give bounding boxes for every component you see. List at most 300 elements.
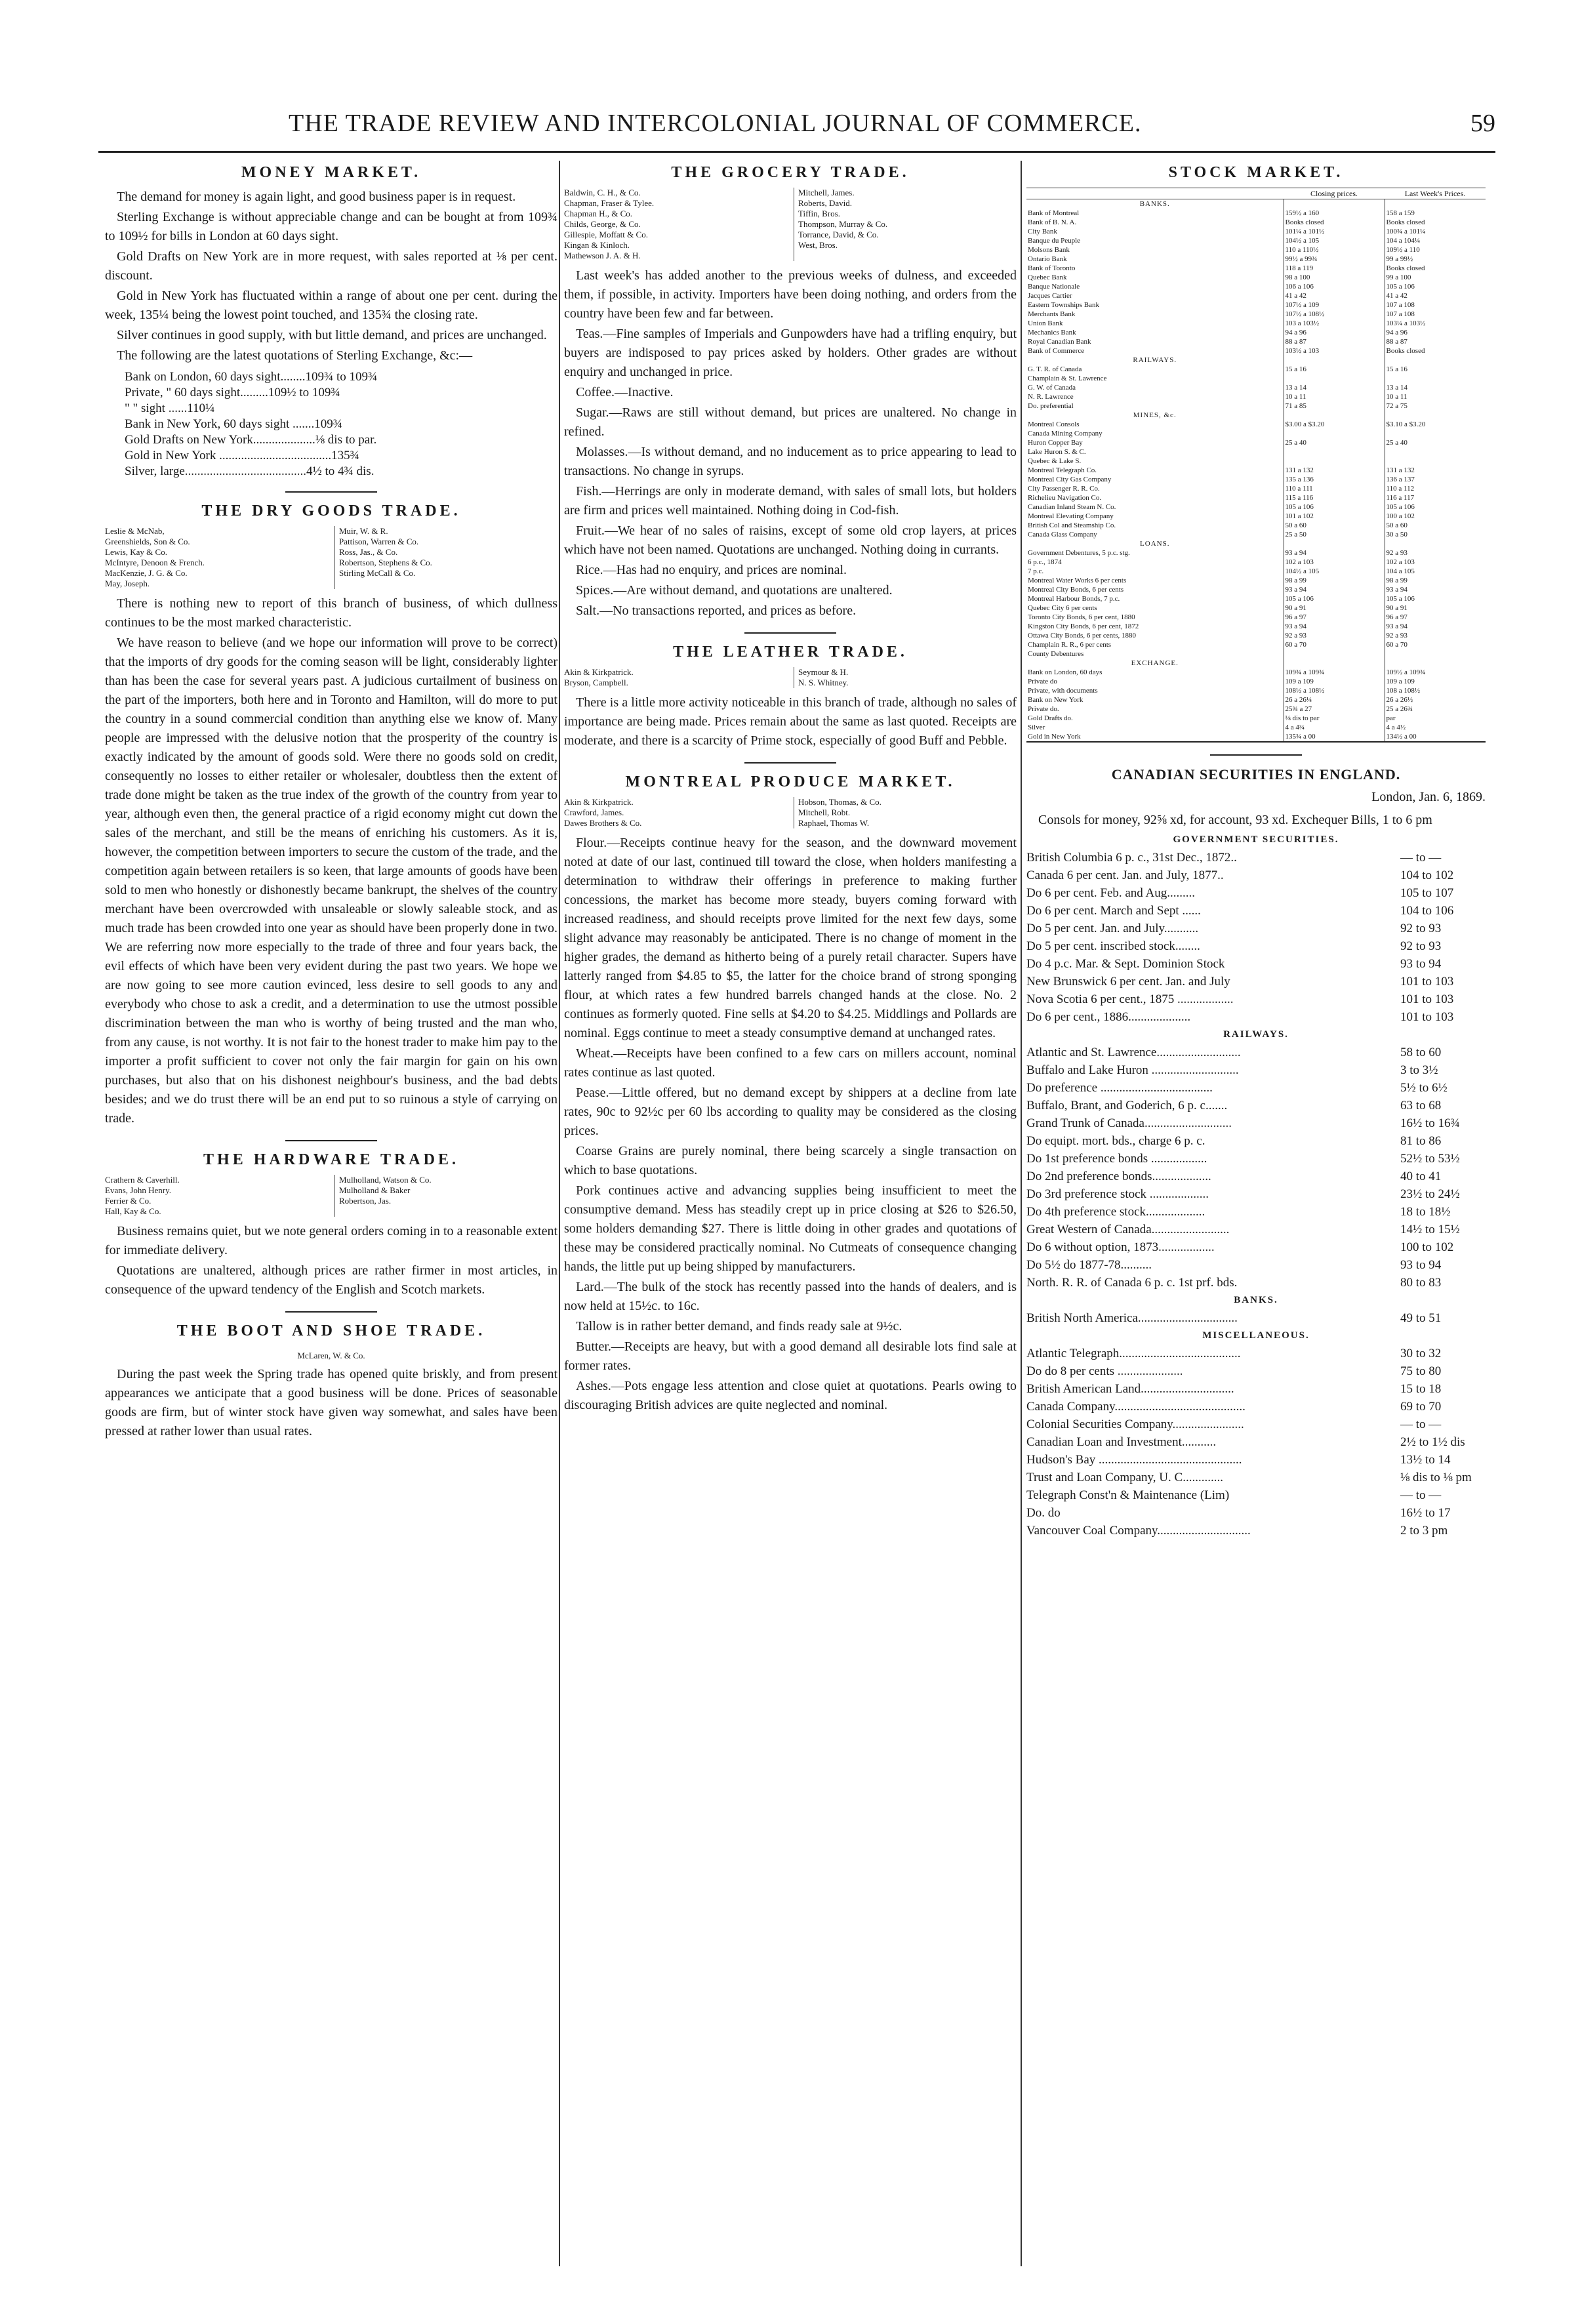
security-price: 93 to 94: [1400, 957, 1442, 971]
stock-row: [1026, 732, 1486, 741]
security-name: Do 5 per cent. inscribed stock........: [1026, 939, 1200, 953]
securities-table: [1026, 831, 1486, 1539]
firm-name: Thompson, Murray & Co.: [798, 219, 888, 229]
stock-row: [1026, 714, 1486, 723]
stock-name: Montreal Elevating Company: [1028, 512, 1114, 520]
security-name: Great Western of Canada.........................: [1026, 1223, 1230, 1236]
stock-closing-price: $3.00 a $3.20: [1284, 420, 1385, 429]
stock-group-heading: [1026, 199, 1486, 209]
stock-last-price: 60 a 70: [1385, 640, 1486, 649]
page-number: 59: [1470, 110, 1495, 137]
grocery-title: THE GROCERY TRADE.: [671, 164, 910, 181]
security-name: Hudson's Bay ..............................................: [1026, 1453, 1242, 1467]
security-name: Do equipt. mort. bds., charge 6 p. c.: [1026, 1134, 1205, 1148]
firm-name: Childs, George, & Co.: [564, 219, 641, 229]
stock-last-price: $3.10 a $3.20: [1385, 420, 1486, 429]
security-price: 49 to 51: [1400, 1311, 1442, 1325]
produce-p3: Pease.—Little offered, but no demand except by shippers at a decline from late rates, 90c to 92½c per 60 lbs according to quality may be considered as the closing prices.: [564, 1086, 1017, 1138]
stock-last-price: Books closed: [1385, 264, 1486, 273]
stock-last-price: 104 a 105: [1385, 567, 1486, 576]
dry-goods-title: THE DRY GOODS TRADE.: [201, 502, 461, 520]
stock-closing-price: [1284, 429, 1385, 438]
firm-name: Muir, W. & R.: [339, 526, 388, 536]
stock-name: Bank of Montreal: [1028, 209, 1080, 217]
grocery-p10: Salt.—No transactions reported, and prices as before.: [576, 603, 857, 618]
security-name: Telegraph Const'n & Maintenance (Lim): [1026, 1488, 1230, 1502]
rate-line: Bank in New York, 60 days sight .......109¾: [125, 417, 342, 431]
stock-last-price: 4 a 4½: [1385, 723, 1486, 732]
stock-last-price: 96 a 97: [1385, 613, 1486, 622]
security-name: Do 5½ do 1877-78..........: [1026, 1258, 1152, 1272]
security-price: 81 to 86: [1400, 1134, 1442, 1148]
stock-row: [1026, 209, 1486, 218]
produce-firms: [564, 797, 1017, 828]
stock-closing-price: 105 a 106: [1284, 594, 1385, 603]
stock-name: G. W. of Canada: [1028, 384, 1076, 392]
security-name: Buffalo and Lake Huron ............................: [1026, 1063, 1239, 1077]
stock-closing-price: 104½ a 105: [1284, 567, 1385, 576]
stock-last-price: 10 a 11: [1385, 392, 1486, 401]
securities-row: [1026, 1061, 1486, 1079]
firm-list-left: [105, 1175, 328, 1217]
stock-name: Royal Canadian Bank: [1028, 338, 1091, 346]
stock-last-price: 88 a 87: [1385, 337, 1486, 346]
securities-row: [1026, 990, 1486, 1008]
securities-group-heading: [1026, 1292, 1486, 1309]
stock-row: [1026, 273, 1486, 282]
stock-closing-price: 107½ a 108½: [1284, 310, 1385, 319]
stock-name: G. T. R. of Canada: [1028, 365, 1082, 373]
stock-row: [1026, 337, 1486, 346]
securities-row: [1026, 1416, 1486, 1433]
securities-table-body: [1026, 831, 1486, 1539]
stock-row: [1026, 512, 1486, 521]
stock-row: [1026, 475, 1486, 484]
firm-name: Chapman H., & Co.: [564, 209, 632, 218]
stock-name: Champlain R. R., 6 per cents: [1028, 641, 1112, 649]
stock-last-price: 25 a 40: [1385, 438, 1486, 447]
stock-closing-price: 98 a 99: [1284, 576, 1385, 585]
money-p1: The demand for money is again light, and good business paper is in request.: [117, 190, 516, 204]
security-price: 101 to 103: [1400, 992, 1454, 1006]
security-price: 2 to 3 pm: [1400, 1524, 1448, 1538]
rate-line: Gold Drafts on New York....................⅛ dis to par.: [125, 433, 377, 447]
stock-closing-price: ⅛ dis to par: [1284, 714, 1385, 723]
stock-row: [1026, 576, 1486, 585]
stock-group-spacer: [1385, 199, 1486, 209]
securities-row: [1026, 1274, 1486, 1292]
stock-name: Bank of Toronto: [1028, 264, 1076, 272]
security-price: 104 to 102: [1400, 868, 1454, 882]
stock-last-price: 103¼ a 103½: [1385, 319, 1486, 328]
leather-firms: [564, 667, 1017, 688]
security-name: Do 4 p.c. Mar. & Sept. Dominion Stock: [1026, 957, 1225, 971]
produce-p4: Coarse Grains are purely nominal, there being scarcely a single transaction on which to base quotations.: [564, 1144, 1017, 1177]
grocery-firms: [564, 188, 1017, 261]
securities-row: [1026, 1380, 1486, 1398]
stock-last-price: 99 a 99½: [1385, 255, 1486, 264]
security-name: New Brunswick 6 per cent. Jan. and July: [1026, 975, 1230, 989]
rate-line: Bank on London, 60 days sight........109¾ to 109¾: [125, 370, 378, 384]
security-name: Atlantic and St. Lawrence...........................: [1026, 1046, 1241, 1059]
securities-group-heading: [1026, 831, 1486, 849]
firm-name: Dawes Brothers & Co.: [564, 818, 642, 828]
securities-row: [1026, 1044, 1486, 1061]
stock-name: Mechanics Bank: [1028, 329, 1076, 336]
stock-last-price: 92 a 93: [1385, 631, 1486, 640]
stock-name: County Debentures: [1028, 650, 1084, 658]
securities-row: [1026, 1221, 1486, 1238]
stock-group-heading: [1026, 356, 1486, 365]
stock-group-label: RAILWAYS.: [1133, 356, 1177, 364]
firm-name: Greenshields, Son & Co.: [105, 537, 190, 546]
stock-closing-price: 25 a 50: [1284, 530, 1385, 539]
stock-row: [1026, 291, 1486, 300]
boot-shoe-p1: During the past week the Spring trade has opened quite briskly, and from present appearances we anticipate that a good business will be done. Prices of seasonable goods are firm, but of winter stock have given way somewhat, and sales have been pressed at rather lower than usual rates.: [105, 1367, 557, 1438]
produce-p6: Lard.—The bulk of the stock has recently passed into the hands of dealers, and is now held at 15½c. to 16c.: [564, 1280, 1017, 1313]
stock-closing-price: 102 a 103: [1284, 558, 1385, 567]
securities-row: [1026, 1238, 1486, 1256]
security-name: Do 6 per cent. March and Sept ......: [1026, 904, 1201, 918]
grocery-p1: Last week's has added another to the previous weeks of dulness, and exceeded them, if possible, in activity. Importers have been doing nothing, and orders from the country have been few and far between.: [564, 268, 1017, 321]
stock-table-bottom-rule: [1026, 741, 1486, 743]
stock-name: Jacques Cartier: [1028, 292, 1072, 300]
firm-name: Tiffin, Bros.: [798, 209, 840, 218]
stock-name: Bank of B. N. A.: [1028, 218, 1077, 226]
securities-group-label: BANKS.: [1234, 1295, 1278, 1305]
stock-last-price: 109 a 109: [1385, 677, 1486, 686]
stock-group-spacer: [1284, 356, 1385, 365]
stock-group-spacer: [1284, 411, 1385, 420]
stock-group-spacer: [1284, 539, 1385, 548]
security-name: Do preference ....................................: [1026, 1081, 1213, 1095]
securities-group-heading: [1026, 1327, 1486, 1345]
stock-row: [1026, 640, 1486, 649]
security-price: 40 to 41: [1400, 1170, 1442, 1183]
leather-p1: There is a little more activity noticeable in this branch of trade, although no sales of importance are being made. Prices remain about the same as last quoted. Receipts are moderate, and there is a scarcity of Prime stock, especially of good Buff and Pebble.: [564, 695, 1017, 748]
security-name: Do 6 per cent., 1886....................: [1026, 1010, 1191, 1024]
stock-closing-price: 110 a 111: [1284, 484, 1385, 493]
firm-list-left: [564, 797, 787, 828]
firm-name: McIntyre, Denoon & French.: [105, 558, 205, 567]
stock-name: Eastern Townships Bank: [1028, 301, 1100, 309]
stock-name: City Bank: [1028, 228, 1057, 235]
stock-group-label: MINES, &c.: [1133, 411, 1177, 419]
firm-name: Seymour & H.: [798, 667, 849, 677]
firm-name: Gillespie, Moffatt & Co.: [564, 230, 648, 239]
firm-name: Crathern & Caverhill.: [105, 1175, 180, 1185]
produce-p2: Wheat.—Receipts have been confined to a few cars on millers account, nominal rates continue as last quoted.: [564, 1046, 1017, 1080]
stock-closing-price: 101¼ a 101½: [1284, 227, 1385, 236]
produce-p5: Pork continues active and advancing supplies being insufficient to meet the consumptive demand. Mess has steadily crept up in price closing at $26 to $26.50, some holders demanding $27. There is little doing in other grades and quotations of these may be considered practically nominal. No Cutmeats of consequence changing hands, the little put up being shipped by manufacturers.: [564, 1183, 1017, 1274]
security-price: — to —: [1400, 1488, 1442, 1502]
security-price: 104 to 106: [1400, 904, 1454, 918]
security-name: Buffalo, Brant, and Goderich, 6 p. c.......: [1026, 1099, 1228, 1112]
securities-row: [1026, 1097, 1486, 1114]
security-name: Do 3rd preference stock ...................: [1026, 1187, 1209, 1201]
stock-row: [1026, 319, 1486, 328]
security-price: — to —: [1400, 851, 1442, 865]
stock-last-price: 92 a 93: [1385, 548, 1486, 558]
produce-p1: Flour.—Receipts continue heavy for the season, and the downward movement noted at date of our last, continued till toward the close, when holders manifesting a determination to withdraw their offerings in preference to making further concessions, the market has become more steady, buyers coming forward with increased readiness, and should receipts prove limited for the next few days, some slight advance may reasonably be anticipated. There is no change of moment in the higher grades, the demand as hitherto being of a purely retail character. Supers have latterly ranged from $4.85 to $5, the latter for the choice brand of strong sponging flour, at which rates a few hundred barrels changed hands at the close. No. 2 continues as formerly quoted. Fine sells at $4.20 to $4.25. Middlings and Pollards are nominal. Eggs continue to meet a steady consumptive demand at unchanged rates.: [564, 836, 1017, 1040]
stock-closing-price: [1284, 457, 1385, 466]
security-name: North. R. R. of Canada 6 p. c. 1st prf. bds.: [1026, 1276, 1238, 1290]
security-name: Do. do: [1026, 1506, 1061, 1520]
stock-last-price: 110 a 112: [1385, 484, 1486, 493]
firm-list-right: [334, 1175, 557, 1217]
firm-name: Akin & Kirkpatrick.: [564, 797, 634, 807]
stock-row: [1026, 438, 1486, 447]
stock-name: Government Debentures, 5 p.c. stg.: [1028, 549, 1130, 557]
stock-name: Private do.: [1028, 705, 1059, 713]
stock-name: Toronto City Bonds, 6 per cent, 1880: [1028, 613, 1135, 621]
security-name: British American Land..............................: [1026, 1382, 1234, 1396]
stock-closing-price: 96 a 97: [1284, 613, 1385, 622]
security-name: Do do 8 per cents .....................: [1026, 1364, 1183, 1378]
securities-row: [1026, 1504, 1486, 1522]
stock-group-heading: [1026, 411, 1486, 420]
stock-row: [1026, 603, 1486, 613]
stock-last-price: [1385, 447, 1486, 457]
stock-name: Bank on London, 60 days: [1028, 668, 1103, 676]
stock-last-price: 25 a 26¾: [1385, 704, 1486, 714]
firm-name: West, Bros.: [798, 240, 838, 250]
firm-name: Baldwin, C. H., & Co.: [564, 188, 641, 197]
stock-name: Canadian Inland Steam N. Co.: [1028, 503, 1116, 511]
security-name: Do 1st preference bonds ..................: [1026, 1152, 1207, 1166]
firm-name: Bryson, Campbell.: [564, 678, 628, 687]
stock-closing-price: 110 a 110½: [1284, 245, 1385, 255]
securities-group-label: GOVERNMENT SECURITIES.: [1173, 834, 1339, 845]
money-p3: Gold Drafts on New York are in more request, with sales reported at ⅛ per cent. discount.: [105, 249, 557, 283]
stock-last-price: [1385, 649, 1486, 659]
securities-row: [1026, 849, 1486, 866]
rate-line: Private, " 60 days sight.........109½ to 109¾: [125, 386, 340, 399]
securities-group-label: RAILWAYS.: [1223, 1029, 1289, 1040]
section-divider: [285, 491, 377, 493]
stock-closing-price: [1284, 649, 1385, 659]
security-name: Trust and Loan Company, U. C.............: [1026, 1471, 1223, 1484]
securities-row: [1026, 1362, 1486, 1380]
stock-market-title: STOCK MARKET.: [1168, 164, 1344, 181]
firm-name: Robertson, Jas.: [339, 1196, 392, 1206]
stock-last-price: 134½ a 00: [1385, 732, 1486, 741]
stock-closing-price: 159½ a 160: [1284, 209, 1385, 218]
stock-group-spacer: [1385, 411, 1486, 420]
stock-closing-price: 118 a 119: [1284, 264, 1385, 273]
stock-row: [1026, 548, 1486, 558]
stock-closing-price: [1284, 374, 1385, 383]
firm-name: May, Joseph.: [105, 579, 150, 588]
stock-header-row: [1026, 188, 1486, 199]
stock-row: [1026, 245, 1486, 255]
security-price: 16½ to 17: [1400, 1506, 1451, 1520]
grocery-p9: Spices.—Are without demand, and quotations are unaltered.: [576, 583, 893, 598]
security-name: Do 6 per cent. Feb. and Aug.........: [1026, 886, 1195, 900]
stock-name: Huron Copper Bay: [1028, 439, 1083, 447]
firm-name: Robertson, Stephens & Co.: [339, 558, 432, 567]
stock-closing-price: 93 a 94: [1284, 622, 1385, 631]
stock-name: Montreal City Bonds, 6 per cents: [1028, 586, 1124, 594]
stock-last-price: 102 a 103: [1385, 558, 1486, 567]
stock-last-price: 13 a 14: [1385, 383, 1486, 392]
stock-name: Montreal Water Works 6 per cents: [1028, 577, 1127, 584]
stock-last-price: [1385, 374, 1486, 383]
stock-group-spacer: [1385, 539, 1486, 548]
money-p4: Gold in New York has fluctuated within a range of about one per cent. during the week, 135¼ being the lowest point touched, and 135¾ the closing rate.: [105, 289, 557, 322]
securities-row: [1026, 937, 1486, 955]
securities-row: [1026, 1398, 1486, 1416]
stock-last-price: 100¾ a 101¼: [1385, 227, 1486, 236]
stock-name: British Col and Steamship Co.: [1028, 521, 1116, 529]
stock-last-price: 107 a 108: [1385, 310, 1486, 319]
firm-name: Lewis, Kay & Co.: [105, 547, 167, 557]
hardware-p1: Business remains quiet, but we note general orders coming in to a reasonable extent for immediate delivery.: [105, 1224, 557, 1257]
securities-dateline: London, Jan. 6, 1869.: [1371, 790, 1486, 804]
produce-title: MONTREAL PRODUCE MARKET.: [625, 773, 956, 790]
firm-name: Kingan & Kinloch.: [564, 240, 630, 250]
stock-row: [1026, 704, 1486, 714]
firm-name: Mulholland & Baker: [339, 1185, 411, 1195]
stock-name: Canada Mining Company: [1028, 430, 1103, 438]
stock-last-price: par: [1385, 714, 1486, 723]
stock-row: [1026, 346, 1486, 356]
securities-row: [1026, 1185, 1486, 1203]
stock-last-price: 72 a 75: [1385, 401, 1486, 411]
stock-last-price: [1385, 429, 1486, 438]
stock-last-price: 104 a 104¼: [1385, 236, 1486, 245]
stock-row: [1026, 264, 1486, 273]
stock-last-price: 94 a 96: [1385, 328, 1486, 337]
stock-name: Montreal City Gas Company: [1028, 476, 1112, 483]
firm-name: Mathewson J. A. & H.: [564, 251, 641, 260]
firm-name: Stirling McCall & Co.: [339, 568, 416, 578]
firm-list-right: [794, 797, 1017, 828]
stock-name: 6 p.c., 1874: [1028, 558, 1062, 566]
firm-name: Hobson, Thomas, & Co.: [798, 797, 881, 807]
hardware-title: THE HARDWARE TRADE.: [203, 1151, 459, 1168]
securities-row: [1026, 955, 1486, 973]
security-name: Canada Company..........................................: [1026, 1400, 1246, 1414]
stock-last-price: 15 a 16: [1385, 365, 1486, 374]
stock-row: [1026, 530, 1486, 539]
firm-name: Hall, Kay & Co.: [105, 1206, 161, 1216]
securities-row: [1026, 902, 1486, 920]
stock-name: Gold Drafts do.: [1028, 714, 1073, 722]
security-price: 58 to 60: [1400, 1046, 1442, 1059]
stock-name: Molsons Bank: [1028, 246, 1070, 254]
security-price: 93 to 94: [1400, 1258, 1442, 1272]
stock-row: [1026, 502, 1486, 512]
stock-last-price: 116 a 117: [1385, 493, 1486, 502]
stock-row: [1026, 392, 1486, 401]
stock-last-price: 131 a 132: [1385, 466, 1486, 475]
section-divider: [285, 1140, 377, 1141]
section-divider: [1210, 754, 1302, 756]
stock-row: [1026, 300, 1486, 310]
stock-name: Banque du Peuple: [1028, 237, 1081, 245]
stock-closing-price: 25¾ a 27: [1284, 704, 1385, 714]
column-rule-2: [1021, 161, 1022, 2266]
grocery-p2: Teas.—Fine samples of Imperials and Gunpowders have had a trifling enquiry, but buyers are indisposed to pay prices asked by holders. Other grades are without enquiry and unchanged in price.: [564, 327, 1017, 379]
stock-name: Montreal Consols: [1028, 420, 1080, 428]
stock-name: Merchants Bank: [1028, 310, 1076, 318]
stock-last-price: [1385, 457, 1486, 466]
securities-title: CANADIAN SECURITIES IN ENGLAND.: [1111, 766, 1401, 783]
securities-row: [1026, 1168, 1486, 1185]
stock-name: Quebec Bank: [1028, 274, 1067, 281]
stock-closing-price: 60 a 70: [1284, 640, 1385, 649]
stock-row: [1026, 457, 1486, 466]
column-2: [564, 161, 1017, 1416]
stock-closing-price: Books closed: [1284, 218, 1385, 227]
securities-row: [1026, 1114, 1486, 1132]
stock-row: [1026, 558, 1486, 567]
stock-last-price: 105 a 106: [1385, 282, 1486, 291]
stock-closing-price: 109 a 109: [1284, 677, 1385, 686]
stock-name: Bank on New York: [1028, 696, 1084, 704]
stock-col-last: Last Week's Prices.: [1385, 188, 1486, 199]
stock-closing-price: 108½ a 108½: [1284, 686, 1385, 695]
dry-goods-p2: We have reason to believe (and we hope our information will prove to be correct) that the imports of dry goods for the coming season will be light, considerably lighter than has been the case for several years past. A judicious curtailment of business on the part of the importers, both here and in Toronto and Hamilton, will do more to put the country in a sound commercial condition than anything else we know of. Many people are impressed with the delusive notion that the prosperity of the country is exactly indicated by the amount of goods sold. Were there no goods sold on credit, consequently no losses to either retailer or wholesaler, doubtless then the extent of trade done might be taken as the true index of the growth of the country from year to year, although even then, the general practice of a rigid economy might cut down the sales of the merchant, and still be the means of enriching his customers. As it is, however, the competition between importers to secure the custom of the trade, and the competition again between retailers is so keen, that large amounts of goods have been sold to men who honestly or dishonestly became bankrupt, the shelves of the country merchant have been overcrowded with unsaleable or slowly saleable stock, and as much trade has been crowded into one year as should have been properly done in two. We are referring now more especially to the trade of three and four years back, the evil effects of which have been very evident during the past two years. We hope we are now going to see more caution evinced, less desire to sell goods to any and everybody who chose to ask a credit, and a determination to use the utmost possible discrimination between the man who is worthy of being trusted and the man who, from any cause, is not worthy. It is not fair to the honest trader to make him pay to the importer a profit sufficient to cover not only the fair margin for gain on his own purchases, but also that on his dishonest neighbour's business, and the bad debts besides; and we do trust there will be an end put to so ruinous a style of carrying on trade.: [105, 636, 557, 1126]
security-name: Do 6 without option, 1873..................: [1026, 1240, 1215, 1254]
stock-closing-price: 25 a 40: [1284, 438, 1385, 447]
stock-row: [1026, 493, 1486, 502]
money-p5: Silver continues in good supply, with but little demand, and prices are unchanged.: [117, 328, 547, 342]
security-price: 5½ to 6½: [1400, 1081, 1448, 1095]
stock-row: [1026, 622, 1486, 631]
securities-row: [1026, 1256, 1486, 1274]
security-name: Do 5 per cent. Jan. and July...........: [1026, 922, 1199, 935]
stock-last-price: 90 a 91: [1385, 603, 1486, 613]
stock-closing-price: 103 a 103½: [1284, 319, 1385, 328]
stock-group-label: BANKS.: [1139, 200, 1170, 208]
stock-closing-price: 101 a 102: [1284, 512, 1385, 521]
section-divider: [285, 1311, 377, 1313]
stock-closing-price: 15 a 16: [1284, 365, 1385, 374]
security-name: Vancouver Coal Company..............................: [1026, 1524, 1251, 1538]
stock-closing-price: 109¾ a 109¾: [1284, 668, 1385, 677]
security-name: Atlantic Telegraph.......................................: [1026, 1347, 1241, 1360]
stock-row: [1026, 466, 1486, 475]
stock-closing-price: 131 a 132: [1284, 466, 1385, 475]
security-price: 100 to 102: [1400, 1240, 1454, 1254]
section-divider: [744, 762, 836, 764]
stock-name: Silver: [1028, 724, 1045, 731]
money-market-title: MONEY MARKET.: [241, 164, 422, 181]
money-p6: The following are the latest quotations of Sterling Exchange, &c:—: [117, 348, 473, 363]
stock-row: [1026, 218, 1486, 227]
grocery-p7: Fruit.—We hear of no sales of raisins, except of some old crop layers, at prices which have not been named. Quotations are unchanged. Nothing doing in currants.: [564, 523, 1017, 557]
security-name: Grand Trunk of Canada............................: [1026, 1116, 1232, 1130]
stock-row: [1026, 282, 1486, 291]
firm-name: Roberts, David.: [798, 198, 852, 208]
firm-name: Crawford, James.: [564, 807, 624, 817]
dry-goods-p1: There is nothing new to report of this branch of business, of which dullness continues to be the most marked characteristic.: [105, 596, 557, 630]
rate-line: Gold in New York ....................................135¾: [125, 449, 359, 462]
security-price: 63 to 68: [1400, 1099, 1442, 1112]
stock-group-spacer: [1385, 659, 1486, 668]
security-price: 101 to 103: [1400, 975, 1454, 989]
stock-last-price: Books closed: [1385, 218, 1486, 227]
security-price: 18 to 18½: [1400, 1205, 1451, 1219]
security-price: — to —: [1400, 1417, 1442, 1431]
stock-last-price: 108 a 108½: [1385, 686, 1486, 695]
stock-row: [1026, 521, 1486, 530]
stock-name: Montreal Harbour Bonds, 7 p.c.: [1028, 595, 1120, 603]
rate-line: Silver, large.......................................4½ to 4¾ dis.: [125, 464, 375, 478]
security-name: British Columbia 6 p. c., 31st Dec., 1872..: [1026, 851, 1237, 865]
